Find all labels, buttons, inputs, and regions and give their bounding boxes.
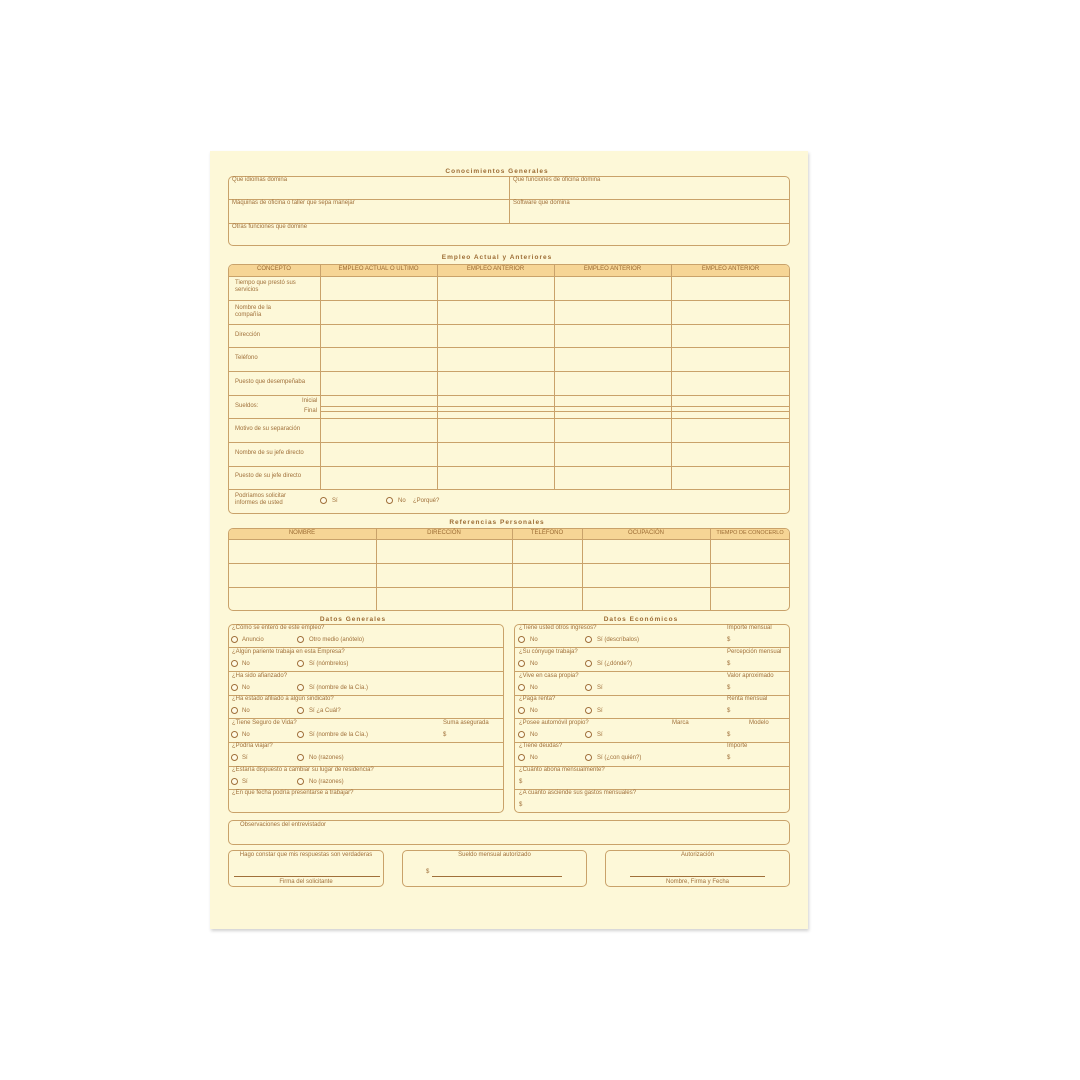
de-q2-si: Sí (¿dónde?) bbox=[597, 661, 633, 667]
funciones-field[interactable]: Que funciones de oficina domina bbox=[513, 177, 601, 183]
divider bbox=[514, 647, 790, 648]
dg-q5-no-radio[interactable] bbox=[231, 731, 238, 738]
dg-q6-si: Sí bbox=[242, 755, 248, 761]
de-q8: ¿A cuanto asciende sus gastos mensuales? bbox=[519, 790, 637, 796]
de-q4-si: Sí bbox=[597, 708, 603, 714]
de-q2-dollar: $ bbox=[727, 661, 731, 667]
de-q2-si-radio[interactable] bbox=[585, 660, 592, 667]
divider bbox=[228, 371, 790, 372]
divider bbox=[228, 395, 790, 396]
dg-q5-no: No bbox=[242, 732, 250, 738]
divider bbox=[376, 528, 377, 611]
de-q3-no: No bbox=[530, 685, 538, 691]
de-q6-no-radio[interactable] bbox=[518, 754, 525, 761]
de-q5-si: Sí bbox=[597, 732, 603, 738]
informes-porque[interactable]: ¿Porqué? bbox=[413, 498, 440, 504]
informes-si-radio[interactable] bbox=[320, 497, 327, 504]
divider bbox=[228, 347, 790, 348]
autorizacion-label: Autorización bbox=[680, 852, 715, 858]
ref-col-ocupacion: OCUPACIÓN bbox=[628, 530, 664, 536]
dg-q5: ¿Tiene Seguro de Vida? bbox=[232, 720, 297, 726]
divider bbox=[554, 264, 555, 489]
autorizacion-line[interactable] bbox=[630, 876, 765, 877]
dg-q1-otro-radio[interactable] bbox=[297, 636, 304, 643]
nombre-firma-fecha-label: Nombre, Firma y Fecha bbox=[665, 879, 729, 885]
divider bbox=[228, 587, 790, 588]
dg-q7-si-radio[interactable] bbox=[231, 778, 238, 785]
dg-q2-si-radio[interactable] bbox=[297, 660, 304, 667]
divider bbox=[320, 411, 790, 412]
de-q1: ¿Tiene usted otros ingresos? bbox=[519, 625, 597, 631]
divider bbox=[228, 563, 790, 564]
empleo-col-concepto: CONCEPTO bbox=[257, 266, 291, 272]
dg-q4-no: No bbox=[242, 708, 250, 714]
idiomas-field[interactable]: Que idiomas domina bbox=[232, 177, 288, 183]
de-q4-renta: Renta mensual bbox=[727, 696, 768, 702]
row-sueldos: Sueldos: bbox=[235, 403, 259, 409]
divider bbox=[228, 466, 790, 467]
dg-q2: ¿Algún pariente trabaja en esta Empresa? bbox=[232, 649, 345, 655]
dg-q6: ¿Podría viajar? bbox=[232, 743, 273, 749]
dg-q2-no: No bbox=[242, 661, 250, 667]
sueldo-autorizado-line[interactable] bbox=[432, 876, 562, 877]
de-q3-valor: Valor aproximado bbox=[727, 673, 774, 679]
de-q2-percepcion: Percepción mensual bbox=[727, 649, 782, 655]
de-q5-no: No bbox=[530, 732, 538, 738]
row-direccion: Dirección bbox=[235, 332, 261, 338]
informes-no-label: No bbox=[398, 498, 406, 504]
divider bbox=[671, 264, 672, 489]
dg-q2-si: Sí (nómbrelos) bbox=[309, 661, 349, 667]
de-q5: ¿Posee automóvil propio? bbox=[519, 720, 589, 726]
dg-q4-no-radio[interactable] bbox=[231, 707, 238, 714]
empleo-title: Empleo Actual y Anteriores bbox=[441, 254, 553, 261]
de-q5-si-radio[interactable] bbox=[585, 731, 592, 738]
de-q4-dollar: $ bbox=[727, 708, 731, 714]
empleo-col-anterior-3: EMPLEO ANTERIOR bbox=[701, 266, 760, 272]
ref-col-telefono: TELÉFONO bbox=[530, 530, 564, 536]
de-q6-si: Sí (¿con quién?) bbox=[597, 755, 642, 761]
de-q2: ¿Su cónyuge trabaja? bbox=[519, 649, 578, 655]
informes-si-label: Sí bbox=[332, 498, 338, 504]
dg-q5-dollar: $ bbox=[443, 732, 447, 738]
dg-q1-anuncio: Anuncio bbox=[242, 637, 264, 643]
de-q6-dollar: $ bbox=[727, 755, 731, 761]
dg-q7-si: Sí bbox=[242, 779, 248, 785]
de-q2-no-radio[interactable] bbox=[518, 660, 525, 667]
de-q4-no: No bbox=[530, 708, 538, 714]
de-q6-importe: Importe bbox=[727, 743, 748, 749]
de-q7-dollar: $ bbox=[519, 779, 523, 785]
row-puesto-jefe: Puesto de su jefe directo bbox=[235, 473, 302, 479]
dg-q5-si: Sí (nombre de la Cía.) bbox=[309, 732, 369, 738]
dg-q3-no: No bbox=[242, 685, 250, 691]
dg-q3-no-radio[interactable] bbox=[231, 684, 238, 691]
dg-q7: ¿Estaría dispuesto a cambiar su lugar de residencia? bbox=[232, 767, 374, 773]
row-compania: Nombre de la compañía bbox=[235, 305, 272, 318]
divider bbox=[228, 489, 790, 490]
datos-economicos-title: Datos Económicos bbox=[603, 616, 679, 623]
dg-q5-si-radio[interactable] bbox=[297, 731, 304, 738]
dg-q2-no-radio[interactable] bbox=[231, 660, 238, 667]
informes-no-radio[interactable] bbox=[386, 497, 393, 504]
conocimientos-title: Conocimientos Generales bbox=[445, 168, 549, 175]
dg-q5-suma: Suma asegurada bbox=[443, 720, 489, 726]
dg-q4-si-radio[interactable] bbox=[297, 707, 304, 714]
de-q3: ¿Vive en casa propia? bbox=[519, 673, 579, 679]
divider bbox=[228, 300, 790, 301]
hago-constar-label: Hago constar que mis respuestas son verdaderas bbox=[239, 852, 373, 858]
maquinas-field[interactable]: Máquinas de oficina o taller que sepa manejar bbox=[232, 200, 355, 206]
divider bbox=[514, 718, 790, 719]
datos-generales-title: Datos Generales bbox=[319, 616, 387, 623]
dg-q3-si: Sí (nombre de la Cía.) bbox=[309, 685, 369, 691]
divider bbox=[228, 671, 504, 672]
dg-q6-no-radio[interactable] bbox=[297, 754, 304, 761]
divider bbox=[228, 647, 504, 648]
ref-col-nombre: NOMBRE bbox=[288, 530, 316, 536]
de-q3-si-radio[interactable] bbox=[585, 684, 592, 691]
divider bbox=[514, 671, 790, 672]
de-q1-importe: Importe mensual bbox=[727, 625, 772, 631]
divider bbox=[582, 528, 583, 611]
empleo-table bbox=[228, 264, 790, 514]
ref-col-direccion: DIRECCIÓN bbox=[427, 530, 461, 536]
de-q8-dollar: $ bbox=[519, 802, 523, 808]
divider bbox=[228, 718, 504, 719]
de-q1-si-radio[interactable] bbox=[585, 636, 592, 643]
de-q6-si-radio[interactable] bbox=[585, 754, 592, 761]
dg-q6-no: No (razones) bbox=[309, 755, 344, 761]
empleo-col-actual: EMPLEO ACTUAL O ULTIMO bbox=[338, 266, 419, 272]
divider bbox=[710, 528, 711, 611]
de-q4-si-radio[interactable] bbox=[585, 707, 592, 714]
divider bbox=[228, 442, 790, 443]
application-form-page bbox=[210, 151, 808, 929]
divider bbox=[228, 418, 790, 419]
sueldo-dollar: $ bbox=[426, 869, 430, 875]
ref-col-tiempo: TIEMPO DE CONOCERLO bbox=[716, 530, 784, 536]
de-q4: ¿Paga renta? bbox=[519, 696, 556, 702]
dg-q1: ¿Cómo se enteró de este empleo? bbox=[232, 625, 325, 631]
dg-q6-si-radio[interactable] bbox=[231, 754, 238, 761]
divider bbox=[228, 324, 790, 325]
dg-q3-si-radio[interactable] bbox=[297, 684, 304, 691]
row-jefe: Nombre de su jefe directo bbox=[235, 450, 304, 456]
divider bbox=[512, 528, 513, 611]
divider bbox=[320, 406, 790, 407]
row-sueldo-inicial: Inicial bbox=[302, 398, 318, 404]
de-q6: ¿Tiene deudas? bbox=[519, 743, 563, 749]
dg-q4-si: Sí ¿a Cuál? bbox=[309, 708, 341, 714]
de-q1-no: No bbox=[530, 637, 538, 643]
de-q6-no: No bbox=[530, 755, 538, 761]
de-q7: ¿Cuánto abona mensualmente? bbox=[519, 767, 605, 773]
otras-funciones-field[interactable]: Otras funciones que domine bbox=[232, 224, 308, 230]
de-q1-si: Sí (descríbalos) bbox=[597, 637, 640, 643]
software-field[interactable]: Software que domina bbox=[513, 200, 570, 206]
informes-question: Podríamos solicitar informes de usted bbox=[235, 493, 287, 506]
sueldo-autorizado-label: Sueldo mensual autorizado bbox=[458, 852, 531, 858]
de-q5-dollar: $ bbox=[727, 732, 731, 738]
de-q3-no-radio[interactable] bbox=[518, 684, 525, 691]
row-sueldo-final: Final bbox=[304, 408, 318, 414]
dg-q4: ¿Ha estado afiliado a algún sindicato? bbox=[232, 696, 334, 702]
divider bbox=[437, 264, 438, 489]
de-q4-no-radio[interactable] bbox=[518, 707, 525, 714]
dg-q7-no-radio[interactable] bbox=[297, 778, 304, 785]
de-q3-si: Sí bbox=[597, 685, 603, 691]
de-q5-marca: Marca bbox=[672, 720, 689, 726]
de-q2-no: No bbox=[530, 661, 538, 667]
dg-q8[interactable]: ¿En que fecha podría presentarse a trabajar? bbox=[232, 790, 354, 796]
observaciones-label: Observaciones del entrevistador bbox=[240, 822, 327, 828]
firma-solicitante-line[interactable] bbox=[234, 876, 380, 877]
empleo-col-anterior-1: EMPLEO ANTERIOR bbox=[466, 266, 525, 272]
de-q1-no-radio[interactable] bbox=[518, 636, 525, 643]
de-q5-modelo: Modelo bbox=[749, 720, 769, 726]
firma-solicitante-label: Firma del solicitante bbox=[279, 879, 333, 885]
dg-q1-otro: Otro medio (anótelo) bbox=[309, 637, 365, 643]
row-motivo: Motivo de su separación bbox=[235, 426, 301, 432]
row-tiempo: Tiempo que prestó sus servicios bbox=[235, 280, 296, 293]
dg-q1-anuncio-radio[interactable] bbox=[231, 636, 238, 643]
dg-q3: ¿Ha sido afianzado? bbox=[232, 673, 288, 679]
dg-q7-no: No (razones) bbox=[309, 779, 344, 785]
referencias-table bbox=[228, 528, 790, 611]
de-q5-no-radio[interactable] bbox=[518, 731, 525, 738]
divider bbox=[320, 264, 321, 489]
row-puesto: Puesto que desempeñaba bbox=[235, 379, 306, 385]
row-telefono: Teléfono bbox=[235, 355, 258, 361]
referencias-title: Referencias Personales bbox=[449, 519, 545, 526]
empleo-col-anterior-2: EMPLEO ANTERIOR bbox=[583, 266, 642, 272]
divider bbox=[228, 223, 790, 224]
de-q3-dollar: $ bbox=[727, 685, 731, 691]
de-q1-dollar: $ bbox=[727, 637, 731, 643]
divider bbox=[509, 176, 510, 223]
